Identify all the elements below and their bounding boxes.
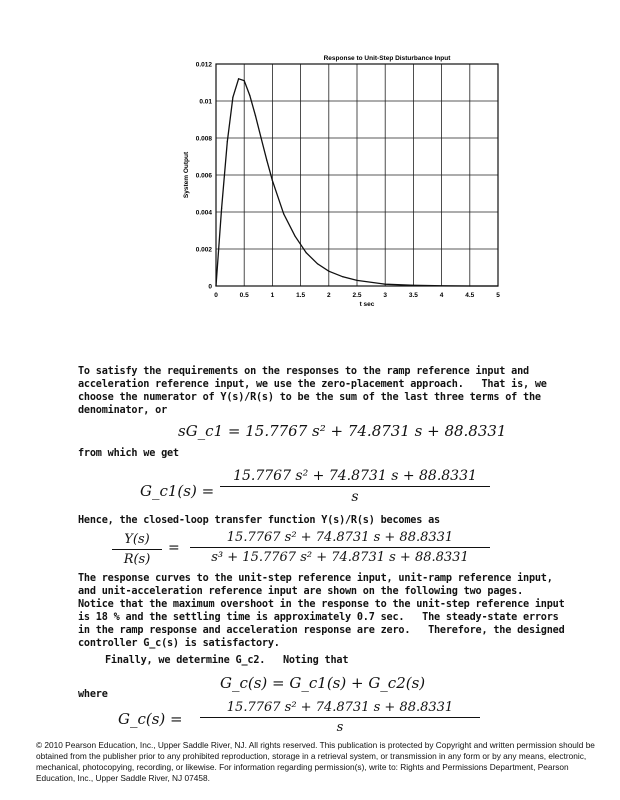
gc-denominator: s	[336, 720, 344, 735]
data-point	[227, 141, 228, 142]
y-tick-label: 0.002	[195, 246, 212, 254]
data-point	[385, 284, 386, 285]
y-tick-label: 0	[208, 283, 212, 291]
y-tick-label: 0.01	[199, 98, 212, 106]
equals-sign: =	[168, 540, 180, 556]
closed-loop-lhs-denominator: R(s)	[123, 552, 151, 567]
x-tick-label: 4.5	[465, 292, 475, 299]
gc1-denominator: s	[351, 489, 359, 505]
data-point	[306, 252, 307, 253]
data-point	[272, 180, 273, 181]
data-point	[317, 263, 318, 264]
x-tick-label: 1.5	[296, 292, 306, 299]
equation-gc1-fraction	[220, 468, 490, 505]
data-point	[232, 97, 233, 98]
x-tick-label: 0.5	[239, 292, 249, 299]
closed-loop-denominator: s³ + 15.7767 s² + 74.8731 s + 88.8331	[211, 550, 469, 565]
paragraph-zero-placement: To satisfy the requirements on the responses to the ramp reference input and acceleration reference input, we use the zero-placement approach. That is, we choose the numerator of Y(s)/R(s) to be the sum of the last three terms of the denominator, or	[78, 366, 547, 416]
data-point	[328, 271, 329, 272]
gc1-fraction-bar	[220, 486, 490, 487]
x-axis-label: t sec	[359, 301, 375, 308]
equation-sgc1: sG_c1 = 15.7767 s² + 74.8731 s + 88.8331	[178, 422, 507, 440]
text-from-which: from which we get	[78, 448, 179, 459]
equation-closed-loop-fraction	[190, 530, 490, 565]
gc-numerator: 15.7767 s² + 74.8731 s + 88.8331	[226, 700, 454, 715]
closed-loop-lhs-numerator: Y(s)	[124, 532, 150, 547]
x-tick-label: 0	[214, 292, 218, 299]
paragraph-response-curves: The response curves to the unit-step reference input, unit-ramp reference input, and unit-acceleration reference input are shown on the following two pages. Notice that the maximum overshoot in the response to the unit-step reference input is 18 % and the settling time is approximately 0.7 sec. The steady-state errors in the ramp response and acceleration response are zero. Therefore, the designed controller G_c(s) is satisfactory.	[78, 573, 565, 649]
data-point	[266, 160, 267, 161]
y-axis-label: System Output	[183, 151, 190, 199]
disturbance-response-chart	[170, 52, 510, 322]
x-tick-label: 4	[439, 292, 444, 299]
data-point	[261, 137, 262, 138]
data-point	[469, 285, 470, 286]
data-point	[283, 213, 284, 214]
data-point	[342, 276, 343, 277]
closed-loop-lhs-bar	[112, 549, 162, 550]
data-point	[221, 208, 222, 209]
equation-gc-sum: G_c(s) = G_c1(s) + G_c2(s)	[220, 674, 426, 692]
data-point	[441, 285, 442, 286]
closed-loop-fraction-bar	[190, 547, 490, 548]
x-tick-label: 5	[496, 292, 500, 299]
y-tick-label: 0.012	[195, 61, 212, 69]
gc-fraction-bar	[200, 717, 480, 718]
y-tick-label: 0.004	[195, 209, 212, 217]
x-tick-label: 2.5	[352, 292, 362, 299]
data-point	[413, 285, 414, 286]
data-point	[238, 78, 239, 79]
copyright-footer: © 2010 Pearson Education, Inc., Upper Saddle River, NJ. All rights reserved. This publication is protected by Copyright and written permission should be obtained from the publisher prior to any prohibited reproduction, storage in a retrieval system, or transmission in any form or by any means, electronic, mechanical, photocopying, recording, or likewise. For information regarding permission(s), write to: Rights and Permissions Department, Pearson Education, Inc., Upper Saddle River, NJ 07458.	[36, 740, 595, 783]
chart-svg	[170, 52, 510, 322]
data-point	[215, 285, 216, 286]
x-tick-label: 2	[326, 292, 331, 299]
x-tick-label: 3.5	[408, 292, 418, 299]
closed-loop-numerator: 15.7767 s² + 74.8731 s + 88.8331	[226, 530, 454, 545]
data-point	[497, 285, 498, 286]
text-where: where	[78, 689, 108, 700]
gc1-numerator: 15.7767 s² + 74.8731 s + 88.8331	[233, 468, 477, 484]
equation-gc1-lhs: G_c1(s) =	[140, 482, 215, 500]
y-tick-label: 0.006	[195, 172, 212, 180]
data-point	[294, 235, 295, 236]
x-tick-label: 1	[270, 292, 275, 299]
x-tick-label: 3	[383, 292, 388, 299]
text-hence: Hence, the closed-loop transfer function Y(s)/R(s) becomes as	[78, 515, 440, 526]
data-point	[249, 95, 250, 96]
text-finally: Finally, we determine G_c2. Noting that	[105, 655, 349, 666]
equation-closed-loop-lhs	[112, 532, 162, 567]
chart-title: Response to Unit-Step Disturbance Input	[323, 55, 451, 62]
data-point	[255, 115, 256, 116]
equation-gc-fraction	[200, 700, 480, 735]
data-point	[244, 80, 245, 81]
y-tick-label: 0.008	[195, 135, 212, 143]
data-point	[356, 280, 357, 281]
equation-gc-lhs: G_c(s) =	[118, 710, 183, 728]
